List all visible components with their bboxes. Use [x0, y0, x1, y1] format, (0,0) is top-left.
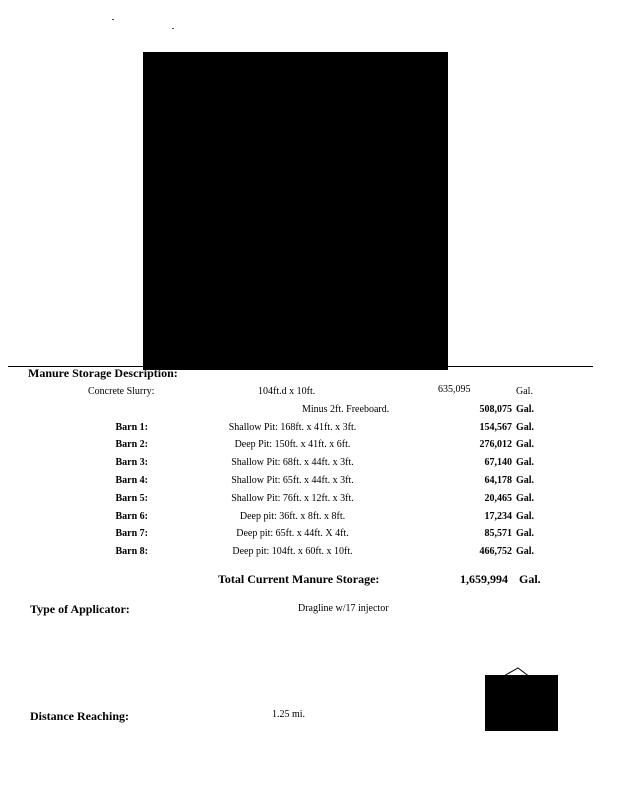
redaction-block-main: [143, 52, 448, 370]
barn-label: Barn 6:: [115, 511, 148, 522]
scan-speck: [172, 28, 174, 29]
barn-description: Shallow Pit: 68ft. x 44ft. x 3ft.: [231, 457, 354, 468]
barn-amount: 67,140: [484, 457, 512, 468]
barn-description: Deep pit: 36ft. x 8ft. x 8ft.: [239, 511, 346, 522]
barn-description: Deep pit: 65ft. x 44ft. X 4ft.: [236, 528, 349, 539]
barn-label: Barn 1:: [115, 422, 148, 433]
concrete-slurry-unit: Gal.: [516, 386, 533, 397]
redaction-block-small: [485, 675, 558, 731]
barn-label: Barn 5:: [115, 493, 148, 504]
concrete-slurry-label: Concrete Slurry:: [88, 386, 155, 397]
barn-description: Deep Pit: 150ft. x 41ft. x 6ft.: [234, 439, 351, 450]
barn-amount: 466,752: [479, 546, 512, 557]
freeboard-amount: 508,075: [479, 404, 512, 415]
barn-unit: Gal.: [516, 493, 535, 504]
barn-label: Barn 2:: [115, 439, 148, 450]
applicator-value: Dragline w/17 injector: [298, 603, 389, 614]
concrete-slurry-dimensions: 104ft.d x 10ft.: [258, 386, 316, 397]
concrete-slurry-amount: 635,095: [438, 384, 471, 395]
barn-unit: Gal.: [516, 457, 535, 468]
barn-label: Barn 4:: [115, 475, 148, 486]
barn-label: Barn 7:: [115, 528, 148, 539]
scan-speck: [112, 19, 114, 20]
barn-amount: 20,465: [484, 493, 512, 504]
divider-right: [448, 366, 593, 367]
barn-description: Shallow Pit: 168ft. x 41ft. x 3ft.: [228, 422, 357, 433]
total-storage-unit: Gal.: [519, 572, 541, 586]
freeboard-unit: Gal.: [516, 404, 535, 415]
distance-value: 1.25 mi.: [272, 709, 306, 720]
barn-unit: Gal.: [516, 546, 535, 557]
barn-amount: 154,567: [479, 422, 512, 433]
manure-storage-heading: Manure Storage Description:: [28, 366, 178, 380]
barn-description: Shallow Pit: 76ft. x 12ft. x 3ft.: [231, 493, 354, 504]
barn-unit: Gal.: [516, 439, 535, 450]
barn-label: Barn 8:: [115, 546, 148, 557]
barn-unit: Gal.: [516, 422, 535, 433]
barn-label: Barn 3:: [115, 457, 148, 468]
barn-unit: Gal.: [516, 511, 535, 522]
barn-amount: 17,234: [484, 511, 512, 522]
total-storage-amount: 1,659,994: [460, 572, 508, 586]
barn-unit: Gal.: [516, 475, 535, 486]
barn-amount: 276,012: [479, 439, 512, 450]
applicator-label: Type of Applicator:: [30, 602, 130, 616]
barn-amount: 85,571: [484, 528, 512, 539]
freeboard-label: Minus 2ft. Freeboard.: [302, 404, 390, 415]
distance-label: Distance Reaching:: [30, 709, 129, 723]
total-storage-label: Total Current Manure Storage:: [218, 572, 380, 586]
barn-unit: Gal.: [516, 528, 535, 539]
barn-description: Deep pit: 104ft. x 60ft. x 10ft.: [232, 546, 353, 557]
barn-description: Shallow Pit: 65ft. x 44ft. x 3ft.: [231, 475, 354, 486]
barn-amount: 64,178: [484, 475, 512, 486]
